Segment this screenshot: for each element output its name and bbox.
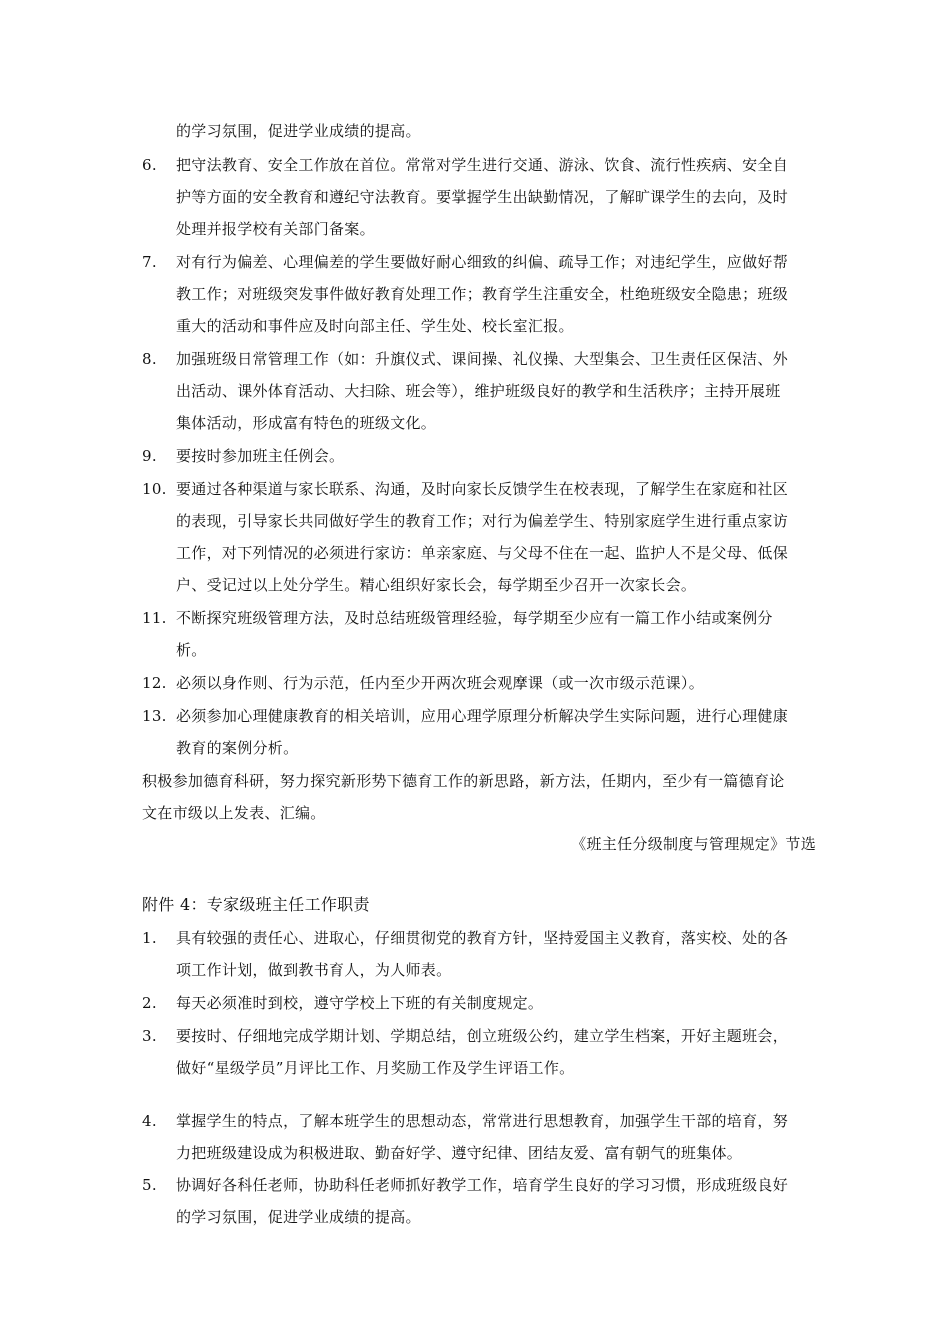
item-text-line: 不断探究班级管理方法，及时总结班级管理经验，每学期至少应有一篇工作小结或案例分	[176, 609, 773, 627]
item-text-line: 要通过各种渠道与家长联系、沟通，及时向家长反馈学生在校表现，了解学生在家庭和社区	[176, 480, 789, 498]
item-number: 5.	[142, 1176, 157, 1194]
item-number: 2.	[142, 994, 157, 1012]
item-text-line: 必须参加心理健康教育的相关培训，应用心理学原理分析解决学生实际问题，进行心理健康	[176, 707, 789, 725]
item-number: 8.	[142, 350, 157, 368]
item-text-line: 户、受记过以上处分学生。精心组织好家长会，每学期至少召开一次家长会。	[176, 576, 697, 594]
item-text-line: 重大的活动和事件应及时向部主任、学生处、校长室汇报。	[176, 317, 574, 335]
item-text-line: 把守法教育、安全工作放在首位。常常对学生进行交通、游泳、饮食、流行性疾病、安全自	[176, 156, 789, 174]
item-number: 13.	[142, 707, 167, 725]
item-text-line: 的表现，引导家长共同做好学生的教育工作；对行为偏差学生、特别家庭学生进行重点家访	[176, 512, 789, 530]
item-text-line: 处理并报学校有关部门备案。	[176, 220, 375, 238]
item-text-line: 力把班级建设成为积极进取、勤奋好学、遵守纪律、团结友爱、富有朝气的班集体。	[176, 1144, 743, 1162]
item-text-line: 教育的案例分析。	[176, 739, 299, 757]
item-number: 10.	[142, 480, 167, 498]
item-text-line: 工作，对下列情况的必须进行家访：单亲家庭、与父母不住在一起、监护人不是父母、低保	[176, 544, 789, 562]
attachment-title: 附件 4：专家级班主任工作职责	[142, 895, 370, 914]
item-text-line: 教工作；对班级突发事件做好教育处理工作；教育学生注重安全，杜绝班级安全隐患；班级	[176, 285, 789, 303]
item-number: 4.	[142, 1112, 157, 1130]
item-number: 11.	[142, 609, 167, 627]
item-text-line: 析。	[176, 641, 207, 659]
item-text-line: 对有行为偏差、心理偏差的学生要做好耐心细致的纠偏、疏导工作；对违纪学生，应做好帮	[176, 253, 789, 271]
item-text-line: 加强班级日常管理工作（如：升旗仪式、课间操、礼仪操、大型集会、卫生责任区保洁、外	[176, 350, 789, 368]
paragraph-line: 积极参加德育科研，努力探究新形势下德育工作的新思路，新方法，任期内，至少有一篇德育论	[142, 772, 785, 790]
source-citation: 《班主任分级制度与管理规定》节选	[571, 835, 816, 853]
item-text-line: 护等方面的安全教育和遵纪守法教育。要掌握学生出缺勤情况，了解旷课学生的去向，及时	[176, 188, 789, 206]
item-text-line: 协调好各科任老师，协助科任老师抓好教学工作，培育学生良好的学习习惯，形成班级良好	[176, 1176, 789, 1194]
item-text-line: 必须以身作则、行为示范，任内至少开两次班会观摩课（或一次市级示范课）。	[176, 674, 705, 692]
item-text-line: 掌握学生的特点，了解本班学生的思想动态，常常进行思想教育，加强学生干部的培育，努	[176, 1112, 789, 1130]
item-number: 7.	[142, 253, 157, 271]
item-number: 6.	[142, 156, 157, 174]
item-number: 1.	[142, 929, 157, 947]
item-text-line: 要按时参加班主任例会。	[176, 447, 345, 465]
item-text-line: 出活动、课外体育活动、大扫除、班会等），维护班级良好的教学和生活秩序；主持开展班	[176, 382, 781, 400]
item-text-line: 具有较强的责任心、进取心，仔细贯彻党的教育方针，坚持爱国主义教育，落实校、处的各	[176, 929, 789, 947]
item-number: 12.	[142, 674, 167, 692]
item-text-line: 的学习氛围，促进学业成绩的提高。	[176, 1208, 421, 1226]
item-number: 3.	[142, 1027, 157, 1045]
item-text-line: 每天必须准时到校，遵守学校上下班的有关制度规定。	[176, 994, 544, 1012]
item-text-line: 要按时、仔细地完成学期计划、学期总结，创立班级公约，建立学生档案，开好主题班会，	[176, 1027, 789, 1045]
item-number: 9.	[142, 447, 157, 465]
item-text-line: 项工作计划，做到教书育人，为人师表。	[176, 961, 452, 979]
item-5-continuation: 的学习氛围，促进学业成绩的提高。	[176, 122, 421, 140]
item-text-line: 集体活动，形成富有特色的班级文化。	[176, 414, 437, 432]
item-text-line: 做好“星级学员”月评比工作、月奖励工作及学生评语工作。	[176, 1059, 575, 1077]
paragraph-line: 文在市级以上发表、汇编。	[142, 804, 326, 822]
